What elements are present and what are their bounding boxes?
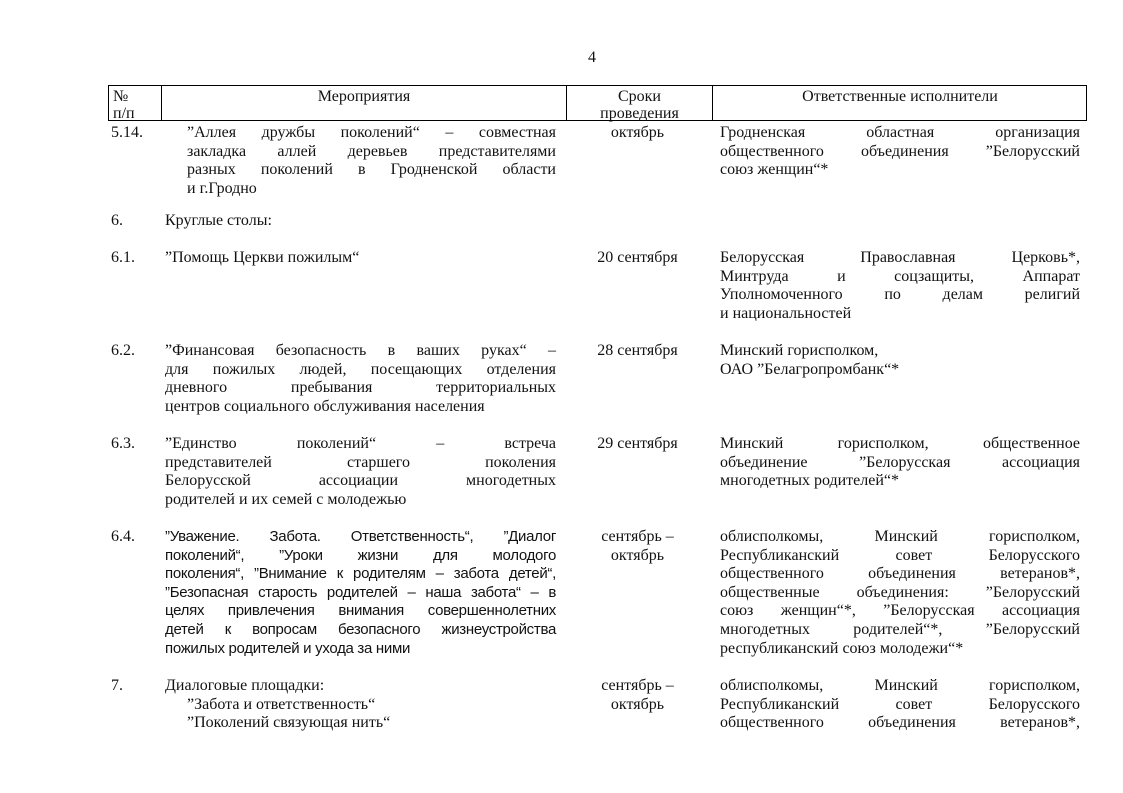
row-event [165,528,556,658]
row-date: 28 сентября [597,342,678,359]
resp-line: и национальностей [720,304,852,322]
header-num-line1: № [113,88,129,105]
event-line: ”Помощь Церкви пожилым“ [165,249,360,266]
row-date: 29 сентября [597,435,678,452]
row-event [165,677,556,733]
resp-line: общественные объединения: ”Белорусский [720,583,1080,601]
row-responsible [720,249,1080,323]
header-num [113,88,157,122]
resp-line: облисполкомы, Минский горисполком, [720,528,1080,545]
resp-line: общественного объединения ветеранов*, [720,714,1080,732]
event-line: закладка аллей деревьев представителями [187,142,556,160]
row-event [187,124,556,198]
row-number: 6. [111,212,123,229]
row-number: 6.1. [111,249,135,266]
event-line: для пожилых людей, посещающих отделения [165,360,556,378]
event-line: представителей старшего поколения [165,453,556,471]
event-line: детей к вопросам безопасного жизнеустройства [165,620,556,638]
table-header [108,85,1087,121]
page-number: 4 [588,49,596,66]
header-responsible: Ответственные исполнители [802,88,998,105]
row-responsible [720,528,1080,658]
resp-line: союз женщин“*, ”Белорусская ассоциация [720,602,1080,620]
resp-line: Минтруда и соцзащиты, Аппарат [720,267,1080,285]
event-line: ”Уважение. Забота. Ответственность“, ”Диалог [165,528,556,545]
row-number: 6.2. [111,342,135,359]
resp-line: общественного объединения ”Белорусский [720,142,1080,160]
row-event [165,435,556,509]
row-responsible [720,342,1080,379]
event-line: разных поколений в Гродненской области [187,161,556,179]
event-line: ”Единство поколений“ – встреча [165,435,556,452]
resp-line: объединение ”Белорусская ассоциация [720,453,1080,471]
event-line: ”Забота и ответственность“ [187,695,376,713]
resp-line: Минский горисполком, [720,342,879,359]
row-date [575,677,700,714]
date-line: октябрь [610,695,665,713]
row-event [165,342,556,416]
resp-line: общественного объединения ветеранов*, [720,565,1080,583]
date-line: сентябрь – [601,677,674,694]
row-responsible [720,677,1080,733]
row-date: 20 сентября [597,249,678,266]
header-events: Мероприятия [317,88,411,105]
resp-line: Республиканский совет Белорусского [720,695,1080,713]
event-line: Диалоговые площадки: [165,677,325,694]
resp-line: Уполномоченного по делам религий [720,286,1080,304]
event-line: Круглые столы: [165,212,272,229]
resp-line: союз женщин“* [720,161,829,179]
resp-line: Минский горисполком, общественное [720,435,1080,452]
date-line: октябрь [610,546,665,564]
resp-line: Гродненская областная организация [720,124,1080,141]
resp-line: многодетных родителей“* [720,472,900,490]
event-line: пожилых родителей и ухода за ними [165,639,411,657]
event-line: ”Аллея дружбы поколений“ – совместная [187,124,556,141]
event-line: целях привлечения внимания совершеннолетних [165,602,556,620]
event-line: центров социального обслуживания населения [165,397,485,415]
resp-line: многодетных родителей“*, ”Белорусский [720,620,1080,638]
event-line: поколения“, ”Внимание к родителям – забота детей“, [165,565,556,583]
header-num-line2: п/п [113,105,135,122]
header-dates-line2: проведения [600,105,679,122]
resp-line: Белорусская Православная Церковь*, [720,249,1080,266]
row-date [575,528,700,565]
row-number: 6.4. [111,528,135,545]
resp-line: облисполкомы, Минский горисполком, [720,677,1080,694]
row-responsible [720,124,1080,180]
resp-line: Республиканский совет Белорусского [720,546,1080,564]
date-line: сентябрь – [601,528,674,545]
row-responsible [720,435,1080,491]
event-line: родителей и их семей с молодежью [165,490,407,508]
row-event [165,212,556,231]
event-line: дневного пребывания территориальных [165,379,556,397]
event-line: и г.Гродно [187,179,257,197]
resp-line: республиканский союз молодежи“* [720,639,964,657]
row-number: 6.3. [111,435,135,452]
event-line: ”Поколений связующая нить“ [187,714,391,732]
row-date: октябрь [610,124,665,141]
resp-line: ОАО ”Белагропромбанк“* [720,360,900,378]
row-number: 7. [111,677,123,694]
event-line: поколений“, ”Уроки жизни для молодого [165,546,556,564]
event-line: ”Безопасная старость родителей – наша забота“ – в [165,583,556,601]
row-event [165,249,556,268]
event-line: Белорусской ассоциации многодетных [165,472,556,490]
header-dates [567,88,712,122]
header-dates-line1: Сроки [617,88,661,105]
event-line: ”Финансовая безопасность в ваших руках“ – [165,342,556,359]
row-number: 5.14. [111,124,143,141]
